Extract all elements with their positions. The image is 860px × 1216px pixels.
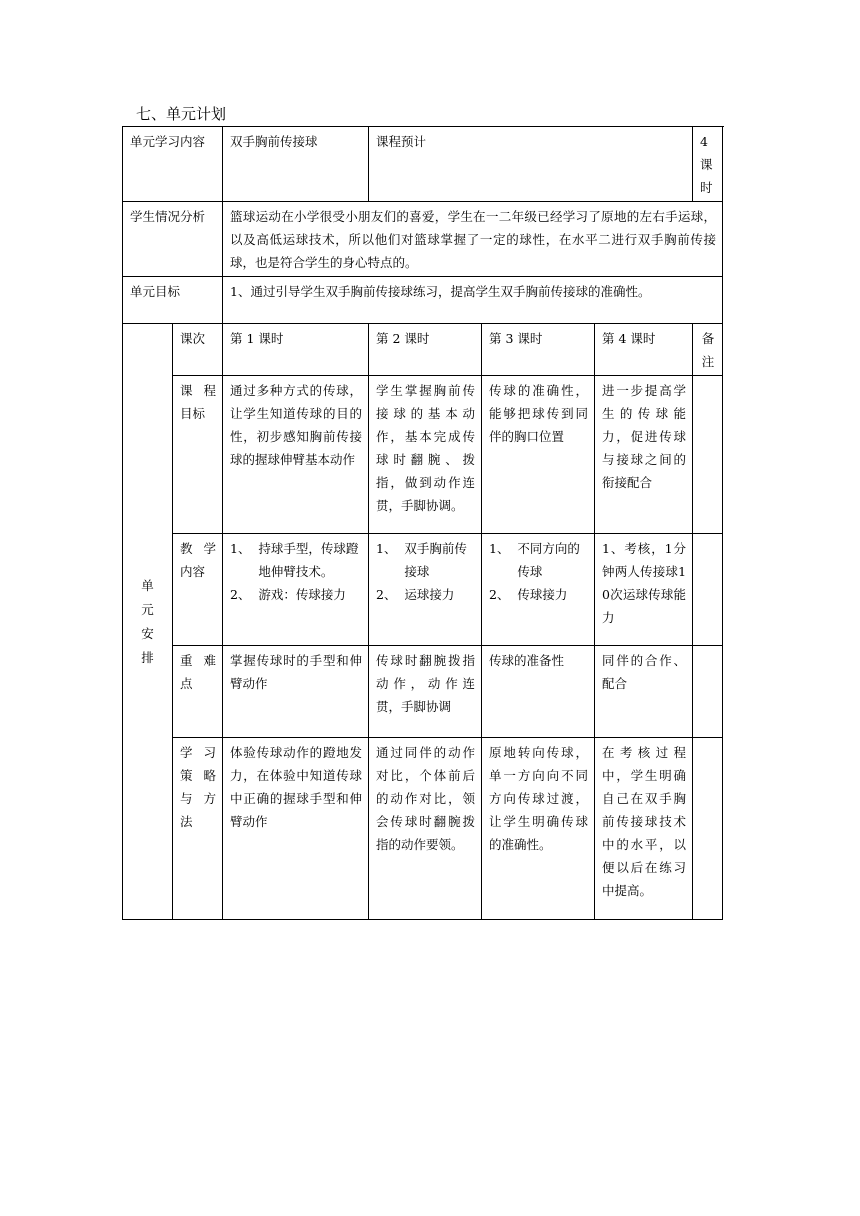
unit-goal-value: 1、通过引导学生双手胸前传接球练习，提高学生双手胸前传接球的准确性。 xyxy=(223,277,723,324)
lesson-4-strategy: 在考核过程中，学生明确自己在双手胸前传接球技术中的水平，以便以后在练习中提高。 xyxy=(595,738,693,920)
lesson-3-strategy: 原地转向传球，单一方向向不同方向传球过渡，让学生明确传球的准确性。 xyxy=(482,738,595,920)
list-item: 2、 运球接力 xyxy=(376,587,455,602)
course-objectives-label: 课程目标 xyxy=(173,376,223,534)
lesson-2-header: 第 2 课时 xyxy=(369,324,482,376)
key-points-remark xyxy=(693,646,723,738)
lesson-1-strategy: 体验传球动作的蹬地发力，在体验中知道传球中正确的握球手型和伸臂动作 xyxy=(223,738,369,920)
objectives-remark xyxy=(693,376,723,534)
lesson-3-objective: 传球的准确性，能够把球传到同伴的胸口位置 xyxy=(482,376,595,534)
list-item: 1、 双手胸前传接球 xyxy=(376,541,467,579)
row-course-objectives xyxy=(123,376,723,534)
remark-header: 备注 xyxy=(693,324,723,376)
unit-content-value: 双手胸前传接球 xyxy=(223,127,369,202)
lesson-4-objective: 进一步提高学生的传球能力，促进传球与接球之间的衔接配合 xyxy=(595,376,693,534)
row-teaching-content xyxy=(123,534,723,646)
lesson-2-content xyxy=(369,534,482,646)
lesson-1-content xyxy=(223,534,369,646)
learning-strategy-label: 学习策略与方法 xyxy=(173,738,223,920)
section-heading: 七、单元计划 xyxy=(136,105,227,123)
row-key-points xyxy=(123,646,723,738)
list-item: 1、 不同方向的传球 xyxy=(489,541,580,579)
lesson-2-key-points: 传球时翻腕拨指动作，动作连贯，手脚协调 xyxy=(369,646,482,738)
student-analysis-label: 学生情况分析 xyxy=(123,202,223,277)
course-forecast-value: 4课时 xyxy=(693,127,723,202)
lesson-3-header: 第 3 课时 xyxy=(482,324,595,376)
lesson-1-header: 第 1 课时 xyxy=(223,324,369,376)
lesson-4-content: 1、考核，1分钟两人传接球10次运球传球能力 xyxy=(595,534,693,646)
row-learning-strategy xyxy=(123,738,723,920)
unit-goal-label: 单元目标 xyxy=(123,277,223,324)
course-forecast-label: 课程预计 xyxy=(369,127,693,202)
lesson-number-label: 课次 xyxy=(173,324,223,376)
list-item: 2、 传球接力 xyxy=(489,587,568,602)
row-unit-content xyxy=(123,127,723,202)
lesson-2-objective: 学生掌握胸前传接球的基本动作，基本完成传球时翻腕、拨指，做到动作连贯，手脚协调。 xyxy=(369,376,482,534)
row-unit-goal xyxy=(123,277,723,324)
list-item: 1、 持球手型，传球蹬地伸臂技术。 xyxy=(230,541,359,579)
unit-arrangement-label: 单 元 安 排 xyxy=(123,324,173,920)
student-analysis-value: 篮球运动在小学很受小朋友们的喜爱，学生在一二年级已经学习了原地的左右手运球，以及高低运球技术，所以他们对篮球掌握了一定的球性，在水平二进行双手胸前传接球，也是符合学生的身心特点的。 xyxy=(223,202,723,277)
strategy-remark xyxy=(693,738,723,920)
unit-plan-table xyxy=(122,126,723,920)
lesson-3-content xyxy=(482,534,595,646)
unit-content-label: 单元学习内容 xyxy=(123,127,223,202)
list-item: 2、 游戏：传球接力 xyxy=(230,587,346,602)
lesson-2-strategy: 通过同伴的动作对比，个体前后的动作对比，领会传球时翻腕拨指的动作要领。 xyxy=(369,738,482,920)
lesson-4-header: 第 4 课时 xyxy=(595,324,693,376)
lesson-1-key-points: 掌握传球时的手型和伸臂动作 xyxy=(223,646,369,738)
row-lesson-header xyxy=(123,324,723,376)
content-remark xyxy=(693,534,723,646)
key-points-label: 重难点 xyxy=(173,646,223,738)
row-student-analysis xyxy=(123,202,723,277)
lesson-3-key-points: 传球的准备性 xyxy=(482,646,595,738)
teaching-content-label: 教学内容 xyxy=(173,534,223,646)
lesson-4-key-points: 同伴的合作、配合 xyxy=(595,646,693,738)
lesson-1-objective: 通过多种方式的传球，让学生知道传球的目的性，初步感知胸前传接球的握球伸臂基本动作 xyxy=(223,376,369,534)
